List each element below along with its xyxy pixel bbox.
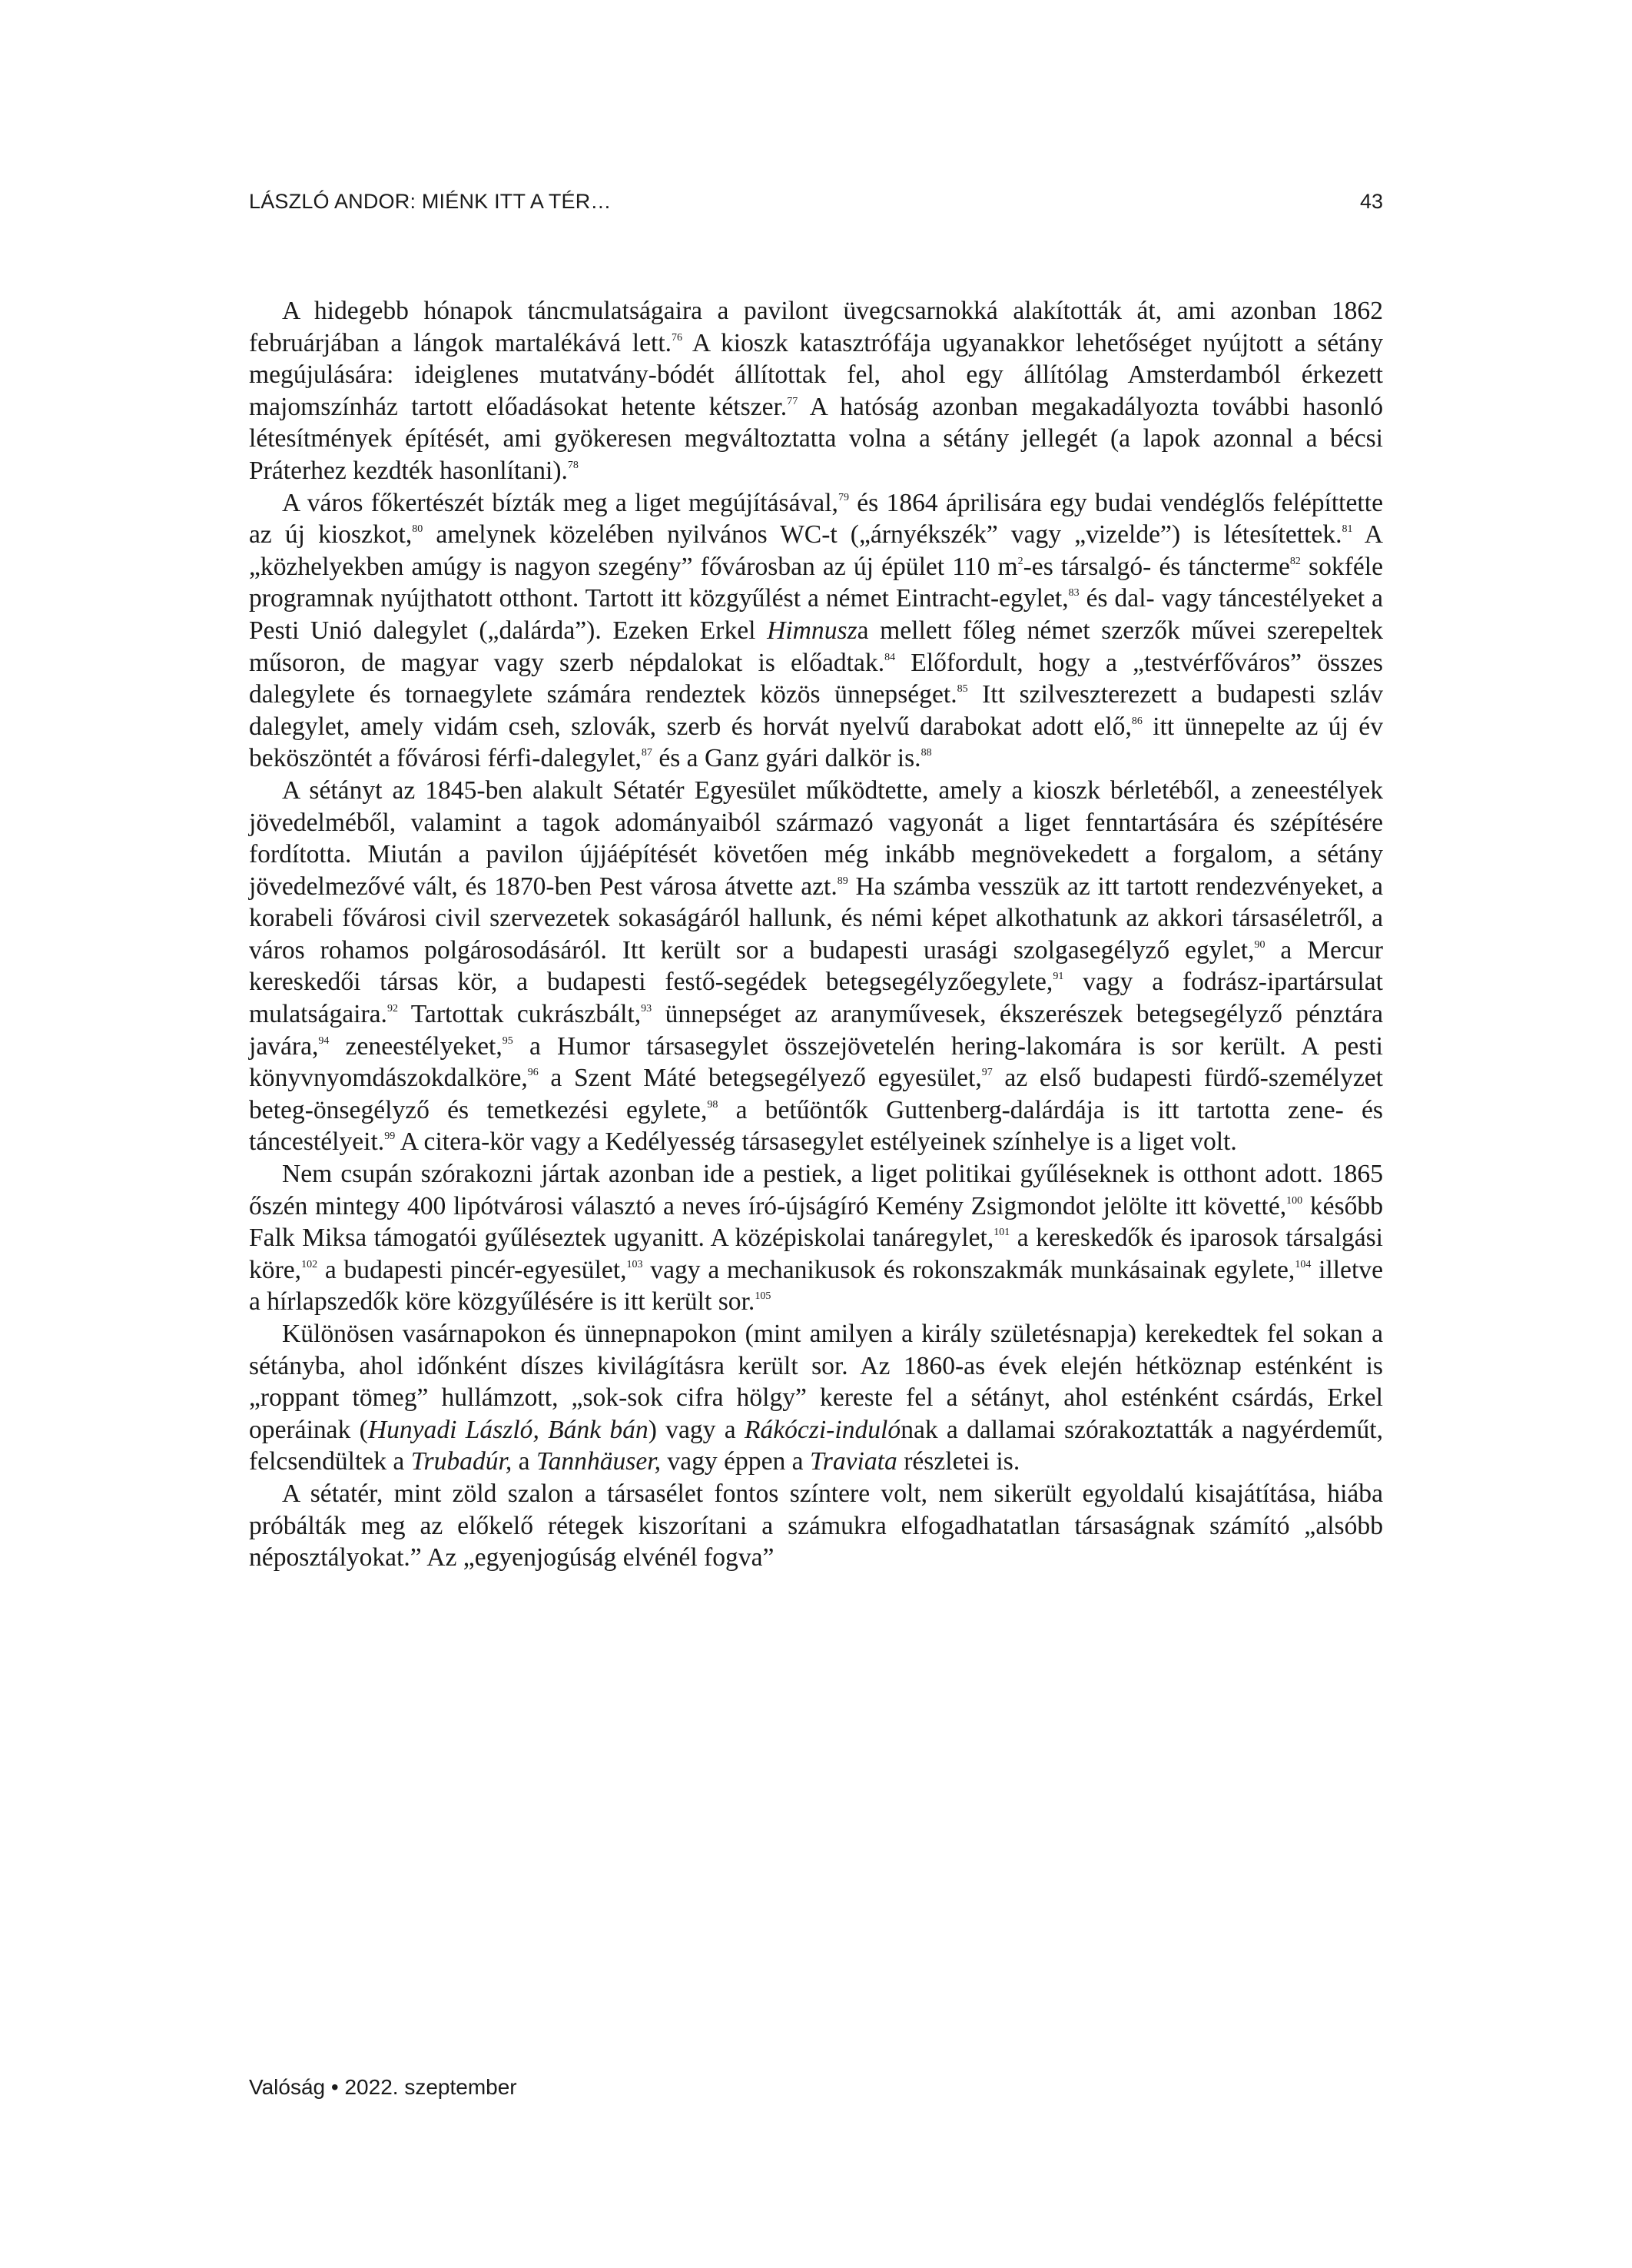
paragraph [249,487,1383,775]
footnote-marker: 78 [567,459,579,471]
footnote-marker: 92 [386,1003,398,1015]
text-run: az első budapesti fürdő-személyzet beteg-önsegélyző és temetkezési egylete, [249,1064,1384,1124]
paragraph [249,1318,1383,1478]
footnote-marker: 77 [787,395,798,407]
footnote-marker: 83 [1068,587,1080,599]
footer-separator: • [330,2075,339,2099]
text-run: Ha számba vesszük az itt tartott rendezvényeket, a korabeli fővárosi civil szervezetek sokaságáról hallunk, és némi képet alkothatunk az akkori társaséletről, a város rohamos polgárosodásáról. Itt került sor a budapesti urasági szolgasegélyző egylet, [249,872,1383,965]
footnote-marker: 94 [318,1034,330,1047]
footnote-marker: 90 [1254,938,1265,951]
article-body [249,295,1383,1574]
footnote-marker: 98 [707,1098,718,1111]
footnote-marker: 88 [920,747,932,759]
footnote-marker: 76 [672,331,683,344]
italic-title: Tannhäuser, [536,1447,662,1476]
text-run: A sétányt az 1845-ben alakult Sétatér Egyesület működtette, amely a kioszk bérletéből, a zeneestélyek jövedelméből, valamint a tagok adományaiból származó vagyonát a liget fenntartására és szépítésére fordította. Miután a pavilon újjáépítését követően még inkább megnövekedett a forgalom, a sétány jövedelmezővé vált, és 1870-ben Pest városa átvette azt. [249,775,1383,901]
footnote-marker: 99 [384,1131,396,1143]
text-run: és 1864 áprilisára egy budai vendéglős felépíttette az új kioszkot, [249,488,1383,550]
running-title: LÁSZLÓ ANDOR: MIÉNK ITT A TÉR… [249,190,612,213]
footnote-marker: 2 [1017,555,1023,567]
footnote-marker: 79 [838,491,849,503]
footnote-marker: 87 [641,747,652,759]
footnote-marker: 91 [1053,971,1064,983]
text-run: később Falk Miksa támogatói gyűléseztek ugyanitt. A középiskolai tanáregylet, [249,1191,1384,1253]
text-run: a budapesti pincér-egyesület, [317,1255,627,1284]
text-run: Tartottak cukrászbált, [397,1000,642,1029]
italic-title: Hunyadi László, Bánk bán [367,1415,648,1444]
text-run: A hidegebb hónapok táncmulatságaira a pavilont üvegcsarnokká alakították át, ami azonban 1862 februárjában a lángok martalékává lett. [249,297,1383,357]
footnote-marker: 96 [527,1067,539,1079]
footnote-marker: 81 [1342,523,1353,536]
text-run: sokféle programnak nyújthatott otthont. Tartott itt közgyűlést a német Eintracht-egylet, [249,552,1384,613]
text-run: A citera-kör vagy a Kedélyesség társasegylet estélyeinek színhelye is a liget volt. [395,1127,1237,1157]
text-run: a mellett főleg német szerzők művei szerepeltek műsoron, de magyar vagy szerb népdalokat is előadtak. [249,616,1383,677]
text-run: A hatóság azonban megakadályozta további hasonló létesítmények építését, ami gyökeresen megváltoztatta volna a sétány jellegét (a lapok azonnal a bécsi Práterhez kezdték hasonlítani). [249,392,1383,485]
text-run: amelynek közelében nyilvános WC-t („árnyékszék” vagy „vizelde”) is létesítettek. [423,520,1342,550]
footnote-marker: 80 [412,523,423,536]
journal-name: Valóság [249,2075,326,2099]
text-run: és dal- vagy táncestélyeket a Pesti Unió dalegylet („dalárda”). Ezeken Erkel [249,584,1383,645]
text-run: a kereskedők és iparosok társalgási köre, [249,1224,1384,1284]
text-run: zeneestélyeket, [329,1031,503,1061]
footnote-marker: 100 [1286,1194,1303,1207]
text-run: itt ünnepelte az új év beköszöntét a fővárosi férfi-dalegylet, [249,712,1384,773]
text-run: ünnepséget az aranyművesek, ékszerészek betegsegélyző pénztára javára, [249,1000,1383,1061]
text-run: A sétatér, mint zöld szalon a társasélet fontos színtere volt, nem sikerült egyoldalú kisajátítása, hiába próbálták meg az előkelő rétegek kiszorítani a számukra elfogadhatatlan társaságnak számító „alsóbb néposztályokat.” Az „egyenjogúság elvénél fogva” [249,1479,1383,1572]
footnote-marker: 103 [626,1258,643,1270]
footnote-marker: 84 [884,651,896,663]
footnote-marker: 104 [1295,1258,1312,1270]
text-run: vagy a mechanikusok és rokonszakmák munkásainak egylete, [642,1255,1295,1284]
footnote-marker: 82 [1289,555,1301,567]
text-run: Nem csupán szórakozni jártak azonban ide a pestiek, a liget politikai gyűléseknek is otthont adott. 1865 őszén mintegy 400 lipótvárosi választó a neves író-újságíró Kemény Zsigmondot jelölte itt követté, [249,1160,1383,1220]
footnote-marker: 89 [837,875,848,887]
text-run: a [512,1447,536,1476]
italic-title: Traviata [809,1447,897,1476]
italic-title: Himnusz [767,616,857,645]
text-run: A „közhelyekben amúgy is nagyon szegény” fővárosban az új épület 110 m [249,520,1383,581]
text-run: -es társalgó- és táncterme [1023,552,1290,581]
footnote-marker: 86 [1131,715,1143,727]
text-run: A város főkertészét bízták meg a liget megújításával, [282,488,838,517]
text-run: a Humor társasegylet összejövetelén hering-lakomára is sor került. A pesti könyvnyomdászokdalköre, [249,1031,1383,1093]
text-run: Itt szilveszterezett a budapesti szláv dalegylet, amely vidám cseh, szlovák, szerb és horvát nyelvű darabokat adott elő, [249,680,1383,741]
paragraph [249,775,1383,1158]
text-run: részletei is. [897,1447,1020,1476]
footnote-marker: 102 [301,1258,318,1270]
text-run: a Szent Máté betegsegélyező egyesület, [538,1064,982,1093]
italic-title: Rákóczi-induló [744,1415,901,1444]
text-run: vagy éppen a [661,1447,810,1476]
issue-date: 2022. szeptember [344,2075,517,2099]
text-run: nak a dallamai szórakoztatták a nagyérdeműt, felcsendültek a [249,1415,1383,1476]
paragraph [249,295,1383,487]
paragraph [249,1158,1383,1318]
text-run: a Mercur kereskedői társas kör, a budapesti festő-segédek betegsegélyzőegylete, [249,935,1383,997]
running-header [249,190,1383,221]
text-run: vagy a fodrász-ipartársulat mulatságaira. [249,968,1383,1029]
footnote-marker: 105 [755,1290,771,1303]
footnote-marker: 85 [957,683,968,696]
italic-title: Trubadúr, [410,1447,512,1476]
text-run: A kioszk katasztrófája ugyanakkor lehetőséget nyújtott a sétány megújulására: ideiglenes mutatvány-bódét állítottak fel, ahol egy állítólag Amsterdamból érkezett majomszínház tartott előadásokat hetente kétszer. [249,328,1383,421]
text-run: és a Ganz gyári dalkör is. [652,744,921,773]
footnote-marker: 93 [641,1003,652,1015]
footnote-marker: 95 [502,1034,513,1047]
footnote-marker: 97 [981,1067,993,1079]
paragraph [249,1478,1383,1574]
text-run: illetve a hírlapszedők köre közgyűlésére is itt került sor. [249,1255,1383,1317]
text-run: Előfordult, hogy a „testvérfőváros” összes dalegylete és tornaegylete számára rendeztek közös ünnepséget. [249,648,1383,709]
text-run: ) vagy a [648,1415,745,1444]
footnote-marker: 101 [993,1227,1010,1239]
text-run: a betűöntők Guttenberg-dalárdája is itt tartotta zene- és táncestélyeit. [249,1095,1383,1157]
page-footer [249,2075,517,2106]
text-run: Különösen vasárnapokon és ünnepnapokon (mint amilyen a király születésnapja) kerekedtek fel sokan a sétányba, ahol időnként díszes kivilágításra került sor. Az 1860-as évek elején hétköznap esténként is „roppant tömeg” hullámzott, „sok-sok cifra hölgy” kereste fel a sétányt, ahol esténként csárdás, Erkel operáinak ( [249,1320,1383,1444]
page-number: 43 [1359,190,1383,213]
